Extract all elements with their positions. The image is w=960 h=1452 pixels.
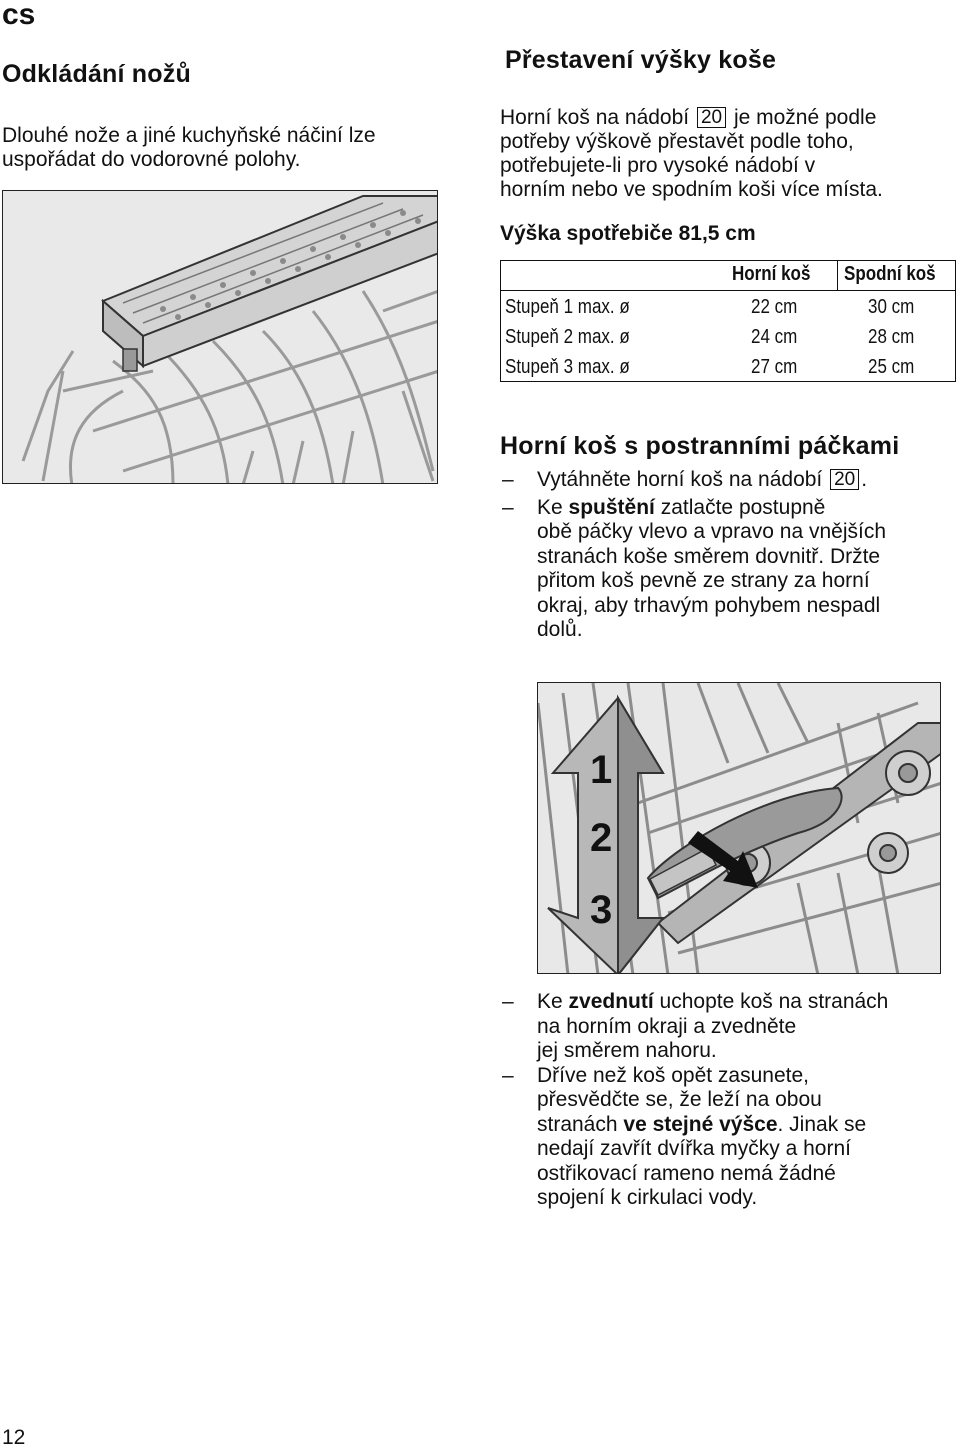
step2-pre: Ke: [537, 495, 563, 519]
step3-line1-end: uchopte koš na stranách: [659, 990, 889, 1013]
step4-line2: přesvědčte se, že leží na obou: [537, 1088, 822, 1111]
header-upper-basket: Horní koš: [732, 263, 811, 285]
table-header-row: [500, 261, 956, 290]
dash-bullet: –: [502, 990, 514, 1013]
step2-line2: obě páčky vlevo a vpravo na vnějších: [537, 520, 887, 543]
step4-line6: spojení k cirkulaci vody.: [537, 1186, 758, 1209]
row-lower-value: 25 cm: [868, 356, 915, 378]
knife-shelf-drawing: [3, 191, 438, 484]
knife-text-line1: Dlouhé nože a jiné kuchyňské náčiní lze: [2, 124, 376, 147]
step4-line4: nedají zavřít dvířka myčky a horní: [537, 1137, 851, 1160]
lever-steps: [500, 468, 955, 643]
row-upper-value: 22 cm: [751, 296, 798, 318]
row-level-label: Stupeň 3 max. ø: [505, 356, 630, 378]
basket-height-intro: [500, 106, 950, 202]
intro-line2: potřeby výškově přestavět podle toho,: [500, 130, 854, 153]
table-row: [500, 290, 956, 320]
lever-adjustment-illustration: [537, 682, 941, 974]
level-label-3: 3: [590, 888, 613, 932]
step4-emphasis: ve stejné výšce: [623, 1112, 778, 1136]
row-upper-value: 27 cm: [751, 356, 798, 378]
step-raise-basket: [500, 990, 955, 1064]
intro-line1-end: je možné podle: [733, 106, 877, 129]
step3-line2: na horním okraji a zvedněte: [537, 1014, 797, 1038]
part-number-20: 20: [830, 469, 859, 490]
step3-line1: [537, 990, 955, 1015]
step-lower-basket: [500, 496, 955, 643]
row-lower-value: 30 cm: [868, 296, 915, 318]
row-upper-value: 24 cm: [751, 326, 798, 348]
intro-line3: potřebujete-li pro vysoké nádobí v: [500, 154, 816, 177]
language-code: cs: [2, 0, 36, 31]
knife-storage-text: [2, 124, 376, 172]
row-level-label: Stupeň 2 max. ø: [505, 326, 630, 348]
section-title-side-levers: Horní koš s postranními páčkami: [500, 432, 900, 460]
step1-period: .: [861, 468, 868, 491]
appliance-height-heading: Výška spotřebiče 81,5 cm: [500, 222, 756, 245]
step4-line3-pre: stranách: [537, 1112, 618, 1136]
level-label-1: 1: [590, 748, 613, 792]
dash-bullet: –: [502, 468, 514, 491]
part-number-20: 20: [697, 107, 726, 128]
table-row: [500, 350, 956, 380]
intro-line4: horním nebo ve spodním koši více místa.: [500, 178, 883, 201]
knife-shelf-illustration: [2, 190, 438, 484]
section-title-basket-height: Přestavení výšky koše: [505, 46, 777, 74]
basket-height-table: [500, 261, 956, 380]
step2-line1: [537, 496, 955, 521]
step2-line6: dolů.: [537, 618, 583, 641]
step-check-level: [500, 1064, 955, 1211]
step2-line5: okraj, aby trhavým pohybem nespadl: [537, 593, 881, 617]
step3-line3: jej směrem nahoru.: [537, 1039, 717, 1062]
raise-steps: [500, 990, 955, 1211]
step4-line5: ostřikovací rameno nemá žádné: [537, 1161, 836, 1185]
step3-emphasis: zvednutí: [568, 990, 654, 1013]
table-row: [500, 320, 956, 350]
step4-line1: Dříve než koš opět zasunete,: [537, 1063, 809, 1087]
intro-line1-start: Horní koš na nádobí: [500, 106, 690, 129]
section-title-knife-storage: Odkládání nožů: [2, 60, 191, 88]
step2-emphasis: spuštění: [568, 495, 655, 519]
row-level-label: Stupeň 1 max. ø: [505, 296, 630, 318]
level-label-2: 2: [590, 816, 613, 860]
step1-text: Vytáhněte horní koš na nádobí: [537, 468, 823, 491]
step3-pre: Ke: [537, 990, 563, 1013]
knife-text-line2: uspořádat do vodorovné polohy.: [2, 148, 301, 171]
intro-line1: [500, 106, 950, 130]
header-lower-basket: Spodní koš: [844, 263, 936, 285]
lever-drawing: [538, 683, 941, 974]
step-pull-out-basket: [500, 468, 955, 493]
dash-bullet: –: [502, 1063, 514, 1087]
step4-line3: [537, 1113, 955, 1138]
page-number: 12: [2, 1426, 26, 1449]
step2-line4: přitom koš pevně ze strany za horní: [537, 569, 870, 592]
row-lower-value: 28 cm: [868, 326, 915, 348]
dash-bullet: –: [502, 495, 514, 519]
step2-line1-end: zatlačte postupně: [660, 495, 826, 519]
step4-line3-end: . Jinak se: [777, 1112, 867, 1136]
step2-line3: stranách koše směrem dovnitř. Držte: [537, 544, 881, 568]
